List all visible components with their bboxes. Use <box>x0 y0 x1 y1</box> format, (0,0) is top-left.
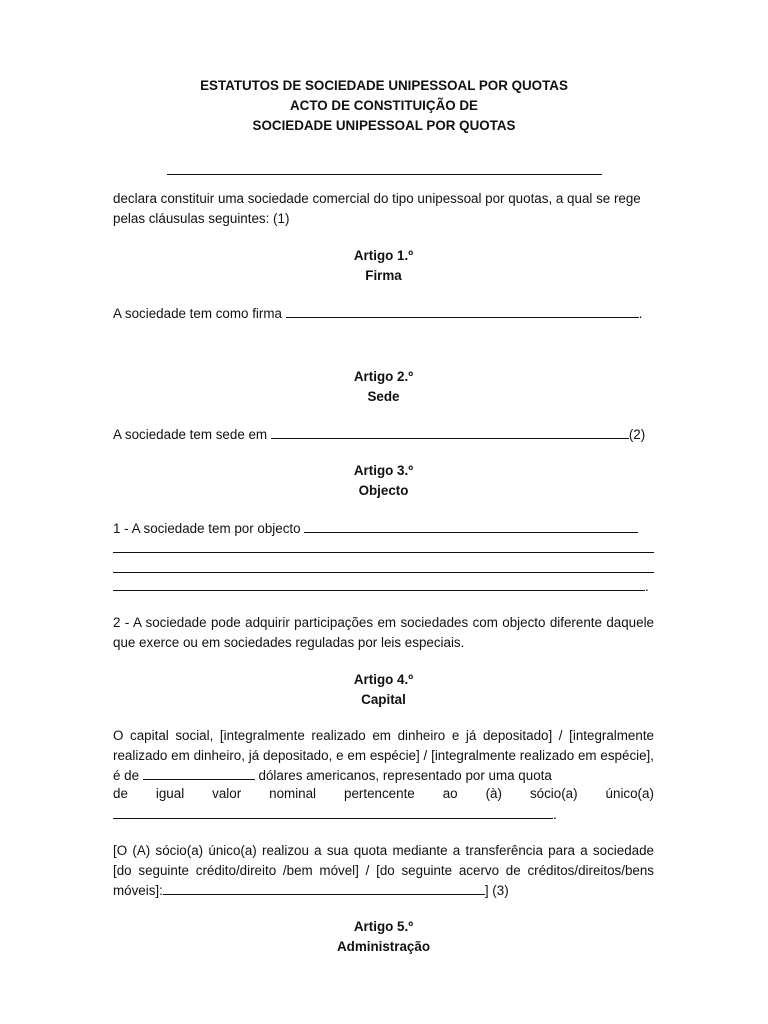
title-line-1: ESTATUTOS DE SOCIEDADE UNIPESSOAL POR QUOTAS <box>200 78 568 93</box>
article-4-word: ao <box>442 786 458 801</box>
article-4-word: igual <box>155 786 185 801</box>
article-3-p1-text: 1 - A sociedade tem por objecto <box>113 521 301 536</box>
article-5-heading <box>113 917 654 956</box>
article-1-number: Artigo 1.º <box>353 248 414 263</box>
article-2-text-before: A sociedade tem sede em <box>113 427 268 442</box>
object-blank-4-line <box>113 576 654 597</box>
sole-partner-name-blank <box>113 804 553 819</box>
article-1-heading <box>113 246 654 285</box>
title-line-2: ACTO DE CONSTITUIÇÃO DE <box>290 98 478 113</box>
article-2-text <box>113 424 654 445</box>
article-4-p1-b: dólares americanos, representado por uma quota <box>258 768 552 783</box>
article-1-text-before: A sociedade tem como firma <box>113 306 282 321</box>
article-4-word: único(a) <box>605 786 654 801</box>
object-blank-4 <box>113 576 645 591</box>
article-5-name: Administração <box>336 938 430 954</box>
article-3-name: Objecto <box>358 482 409 498</box>
object-blank-2 <box>113 552 654 553</box>
article-5-number: Artigo 5.º <box>353 919 414 934</box>
article-1-name: Firma <box>365 267 402 283</box>
firm-name-blank <box>286 303 639 318</box>
article-4-p1-a: O capital social, [integralmente realizado em dinheiro e já depositado] / [integralmente realizado em dinheiro, já depositado, e em espécie] / [integralmente realizado em espécie], é de <box>113 728 654 783</box>
article-4-word: de <box>113 786 128 801</box>
article-4-number: Artigo 4.º <box>353 672 414 687</box>
article-4-p2-b: ] (3) <box>484 883 509 898</box>
article-2-number: Artigo 2.º <box>353 369 414 384</box>
article-2-name: Sede <box>367 388 400 404</box>
article-2-text-after: (2) <box>628 427 646 442</box>
capital-amount-blank <box>143 765 255 780</box>
article-4-heading <box>113 670 654 709</box>
object-blank-3 <box>113 572 654 573</box>
article-3-p1-end: . <box>645 579 649 594</box>
intro-paragraph: declara constituir uma sociedade comercial do tipo unipessoal por quotas, a qual se rege pelas cláusulas seguintes: (1) <box>113 191 641 226</box>
document-title <box>0 76 768 136</box>
article-4-p1-end: . <box>553 807 557 822</box>
article-4-p1-last <box>113 804 654 825</box>
title-line-3: SOCIEDADE UNIPESSOAL POR QUOTAS <box>252 118 516 133</box>
article-2-heading <box>113 367 654 406</box>
article-1-text <box>113 303 654 324</box>
assets-blank <box>163 880 485 895</box>
seat-blank <box>271 424 629 439</box>
article-3-heading <box>113 461 654 500</box>
article-3-p2: 2 - A sociedade pode adquirir participações em sociedades com objecto diferente daquele que exerce ou em sociedades reguladas por leis especiais. <box>113 615 654 650</box>
article-4-p2-a: [O (A) sócio(a) único(a) realizou a sua quota mediante a transferência para a sociedade [do seguinte crédito/direito /bem móvel] / [do seguinte acervo de créditos/direitos/bens móveis]: <box>113 843 654 898</box>
article-4-name: Capital <box>361 691 406 707</box>
article-4-word: (à) <box>485 786 502 801</box>
article-3-number: Artigo 3.º <box>353 463 414 478</box>
article-4-word: pertencente <box>344 786 415 801</box>
article-4-p1 <box>113 726 654 786</box>
article-3-p1 <box>113 518 654 539</box>
article-4-word: sócio(a) <box>529 786 578 801</box>
article-4-p1-words <box>113 784 654 804</box>
object-blank-1 <box>304 518 638 533</box>
article-1-text-after: . <box>638 306 643 321</box>
article-4-p2 <box>113 841 654 901</box>
article-4-word: nominal <box>269 786 317 801</box>
article-4-word: valor <box>212 786 242 801</box>
founder-name-blank <box>167 174 602 175</box>
